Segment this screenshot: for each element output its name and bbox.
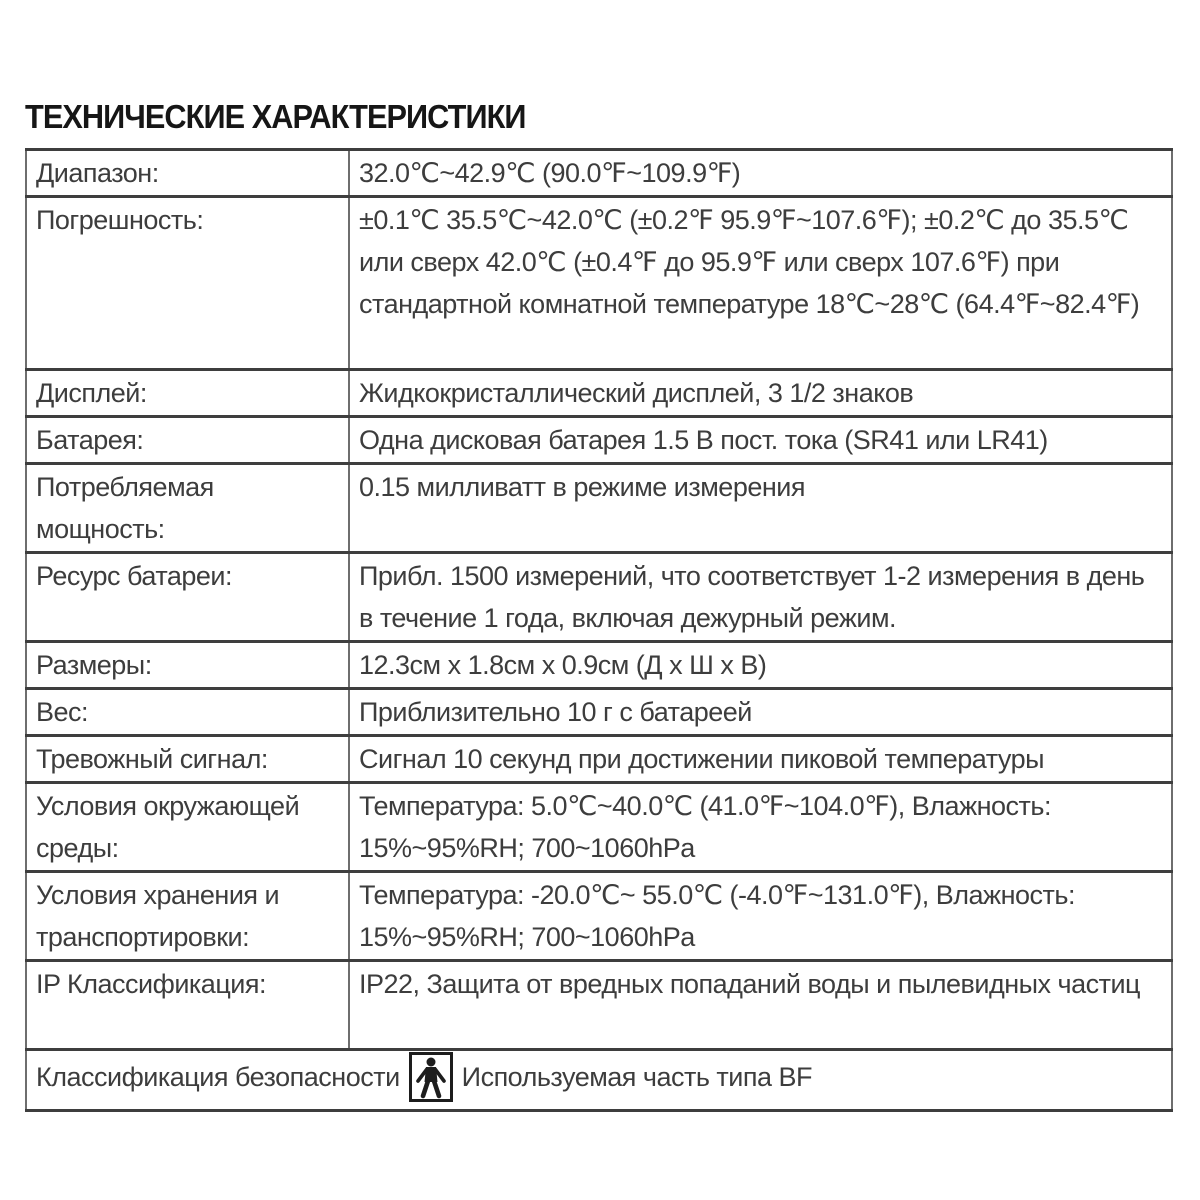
- table-row: [26, 689, 1172, 736]
- spec-label-cell: Диапазон:: [26, 150, 349, 197]
- table-row: [26, 417, 1172, 464]
- spec-value-cell: 12.3см x 1.8см x 0.9см (Д x Ш x В): [349, 642, 1172, 689]
- table-row: [26, 736, 1172, 783]
- table-row: [26, 642, 1172, 689]
- specs-table: [25, 148, 1173, 1112]
- spec-label-cell: Потребляемая мощность:: [26, 464, 349, 553]
- table-row: [26, 872, 1172, 961]
- spec-label-cell: Условия хранения и транспортировки:: [26, 872, 349, 961]
- spec-label-cell: IP Классификация:: [26, 961, 349, 1050]
- type-bf-applied-part-icon: [409, 1052, 453, 1102]
- safety-value: Используемая часть типа BF: [461, 1062, 813, 1092]
- spec-label-cell: Тревожный сигнал:: [26, 736, 349, 783]
- safety-label: Классификация безопасности: [36, 1062, 400, 1092]
- spec-label-cell: Ресурс батареи:: [26, 553, 349, 642]
- spec-value-cell: IP22, Защита от вредных попаданий воды и пылевидных частиц: [349, 961, 1172, 1050]
- table-row: [26, 961, 1172, 1050]
- safety-classification-row: [26, 1050, 1172, 1111]
- table-row: [26, 197, 1172, 370]
- spec-label-cell: Вес:: [26, 689, 349, 736]
- spec-value-cell: Приблизительно 10 г с батареей: [349, 689, 1172, 736]
- spec-value-cell: Прибл. 1500 измерений, что соответствует 1-2 измерения в день в течение 1 года, включая дежурный режим.: [349, 553, 1172, 642]
- table-row: [26, 783, 1172, 872]
- table-row: [26, 553, 1172, 642]
- spec-value-cell: Температура: 5.0℃~40.0℃ (41.0℉~104.0℉), Влажность: 15%~95%RH; 700~1060hPa: [349, 783, 1172, 872]
- table-row: [26, 370, 1172, 417]
- spec-value-cell: Температура: -20.0℃~ 55.0℃ (-4.0℉~131.0℉), Влажность: 15%~95%RH; 700~1060hPa: [349, 872, 1172, 961]
- spec-value-cell: ±0.1℃ 35.5℃~42.0℃ (±0.2℉ 95.9℉~107.6℉); ±0.2℃ до 35.5℃ или сверх 42.0℃ (±0.4℉ до 95.9℉ или сверх 107.6℉) при стандартной комнатной температуре 18℃~28℃ (64.4℉~82.4℉): [349, 197, 1172, 370]
- safety-classification-cell: [26, 1050, 1172, 1111]
- spec-label-cell: Погрешность:: [26, 197, 349, 370]
- page-title: ТЕХНИЧЕСКИЕ ХАРАКТЕРИСТИКИ: [25, 98, 526, 135]
- spec-label-cell: Размеры:: [26, 642, 349, 689]
- spec-value-cell: Жидкокристаллический дисплей, 3 1/2 знаков: [349, 370, 1172, 417]
- spec-label-cell: Батарея:: [26, 417, 349, 464]
- spec-label-cell: Условия окружающей среды:: [26, 783, 349, 872]
- spec-value-cell: 32.0℃~42.9℃ (90.0℉~109.9℉): [349, 150, 1172, 197]
- spec-value-cell: 0.15 милливатт в режиме измерения: [349, 464, 1172, 553]
- spec-value-cell: Одна дисковая батарея 1.5 В пост. тока (SR41 или LR41): [349, 417, 1172, 464]
- spec-label-cell: Дисплей:: [26, 370, 349, 417]
- table-row: [26, 464, 1172, 553]
- table-row: [26, 150, 1172, 197]
- spec-value-cell: Сигнал 10 секунд при достижении пиковой температуры: [349, 736, 1172, 783]
